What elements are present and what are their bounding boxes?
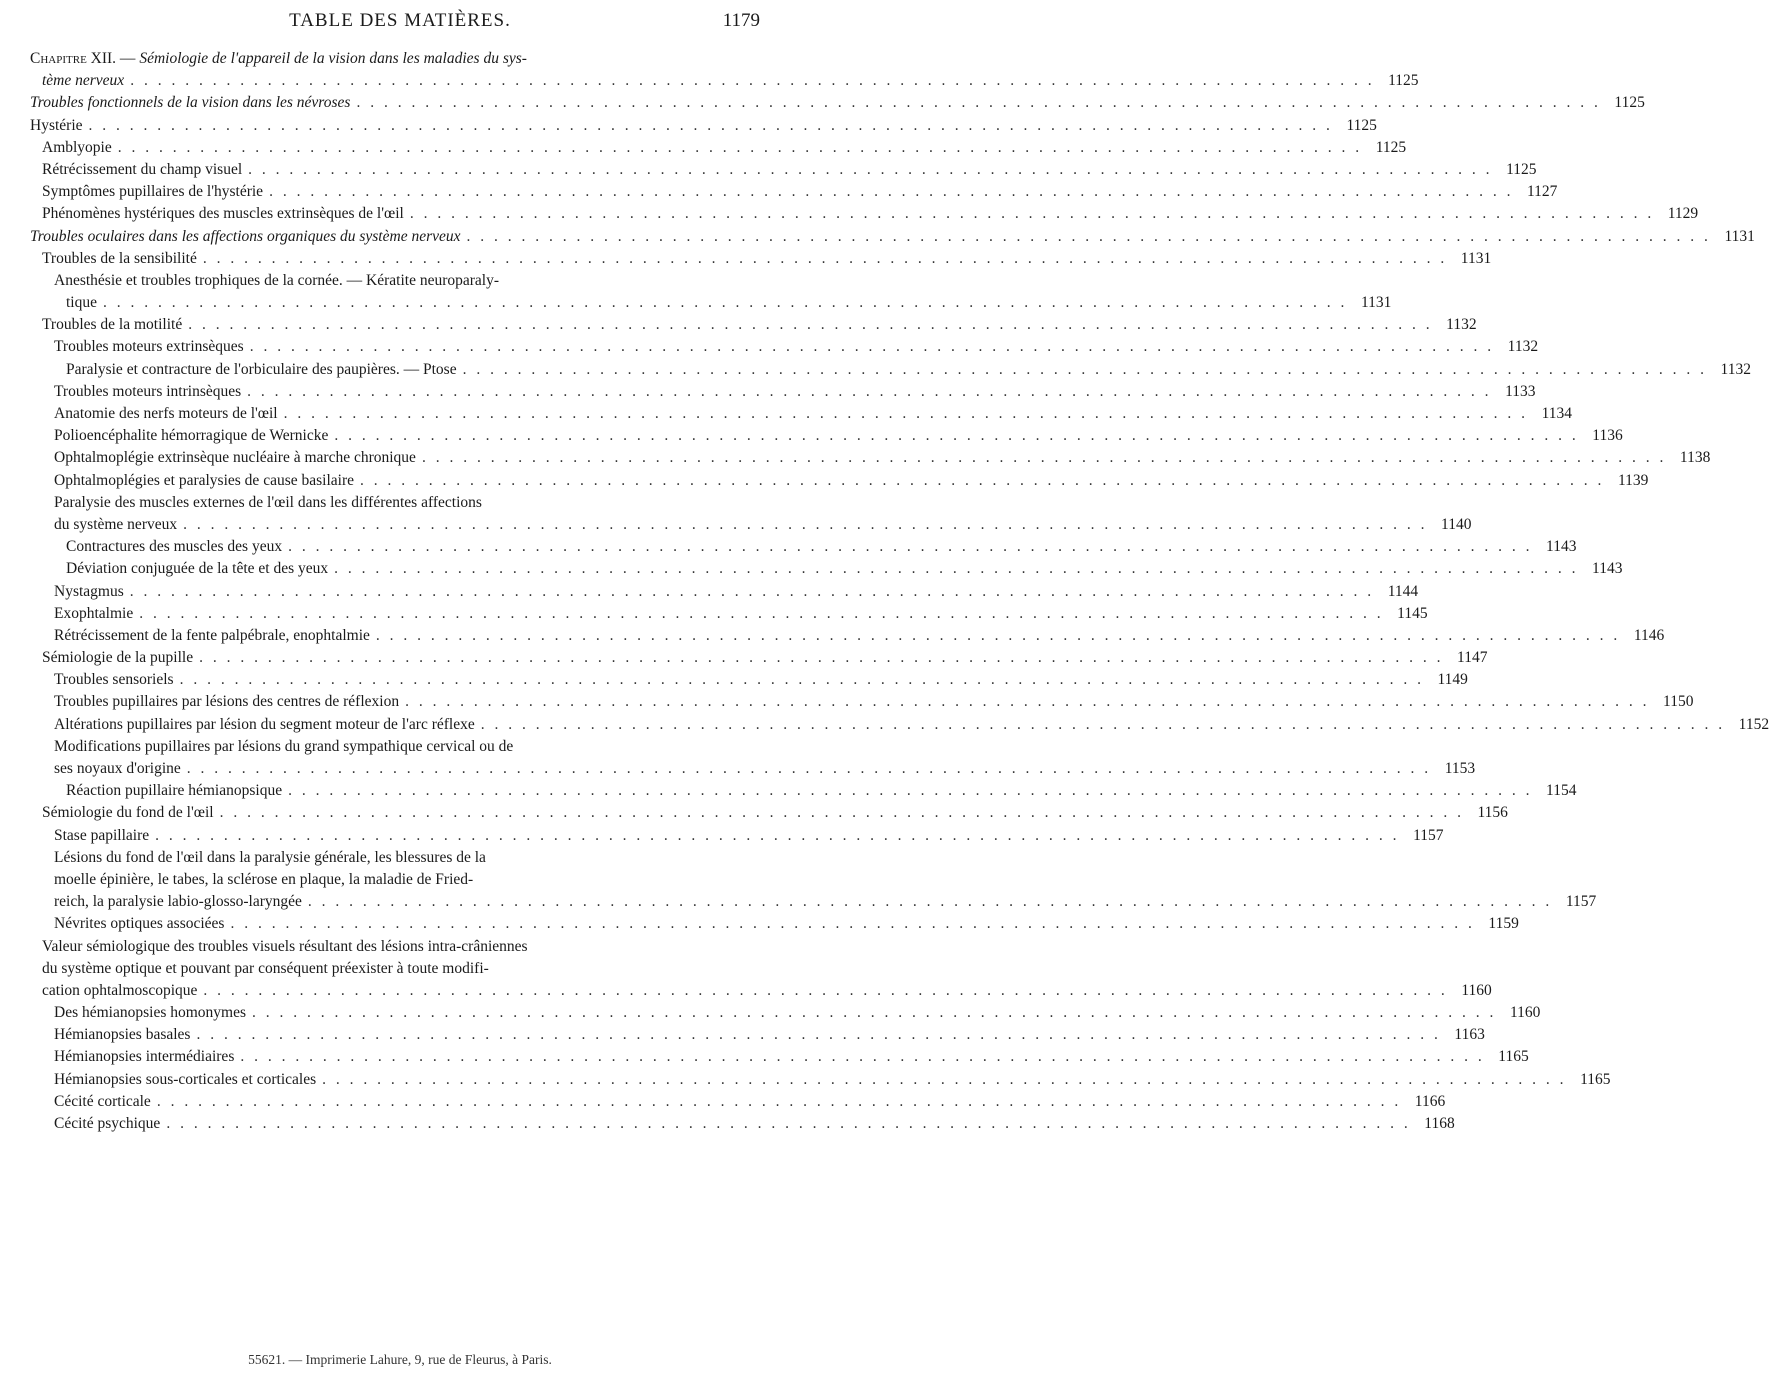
toc-page-number: 1166 xyxy=(1414,1092,1446,1110)
toc-entry-text: Troubles oculaires dans les affections organiques du système nerveux xyxy=(30,227,461,245)
toc-entry xyxy=(0,470,1649,492)
toc-entry-continuation xyxy=(0,514,1472,536)
toc-entry xyxy=(0,181,1558,203)
toc-entry-text: Troubles moteurs intrinsèques xyxy=(54,382,242,400)
toc-entry xyxy=(0,581,1419,603)
toc-entry-text: Troubles sensoriels xyxy=(54,671,174,689)
printer-imprint: 55621. — Imprimerie Lahure, 9, rue de Fleurus, à Paris. xyxy=(248,1352,552,1367)
dot-leader xyxy=(481,714,1725,736)
toc-entry-text: Troubles de la sensibilité xyxy=(42,249,197,267)
toc-page-number: 1131 xyxy=(1460,249,1492,267)
dot-leader xyxy=(203,248,1447,270)
dot-leader xyxy=(376,625,1620,647)
toc-page-number: 1131 xyxy=(1360,294,1392,312)
dot-leader xyxy=(220,802,1464,824)
toc-entry-text: Troubles moteurs extrinsèques xyxy=(54,338,244,356)
toc-page-number: 1152 xyxy=(1738,715,1769,733)
dot-leader xyxy=(130,581,1374,603)
toc-entry xyxy=(0,536,1577,558)
toc-page-number: 1163 xyxy=(1454,1026,1485,1044)
toc-entry xyxy=(0,359,1751,381)
dot-leader xyxy=(288,536,1532,558)
toc-page-number: 1143 xyxy=(1546,538,1577,556)
chapter-label: Chapitre XII. — xyxy=(30,50,140,67)
toc-entry-text: reich, la paralysie labio-glosso-laryngée xyxy=(54,893,302,911)
toc-page-number: 1160 xyxy=(1509,1004,1541,1022)
toc-entry-text: Lésions du fond de l'œil dans la paralysie générale, les blessures de la xyxy=(54,848,486,866)
toc-entry xyxy=(0,603,1428,625)
dot-leader xyxy=(322,1069,1566,1091)
chapter-title: Sémiologie de l'appareil de la vision dans les maladies du sys- xyxy=(139,50,527,67)
toc-page-number: 1125 xyxy=(1614,94,1645,112)
toc-page-number: 1125 xyxy=(1346,116,1377,134)
toc-entry-text: moelle épinière, le tabes, la sclérose en plaque, la maladie de Fried- xyxy=(54,870,474,888)
toc-entry-text: Anatomie des nerfs moteurs de l'œil xyxy=(54,405,278,422)
toc-entry-continuation xyxy=(0,292,1392,314)
toc-entry xyxy=(0,913,1519,935)
dot-leader xyxy=(187,758,1431,780)
toc-entry-text: Ophtalmoplégies et paralysies de cause basilaire xyxy=(54,471,354,489)
toc-entry-text: du système nerveux xyxy=(54,515,178,533)
dot-leader xyxy=(248,159,1492,181)
dot-leader xyxy=(334,558,1578,580)
toc-page-number: 1145 xyxy=(1397,604,1428,622)
toc-entry xyxy=(0,314,1477,336)
toc-entry-text: Symptômes pupillaires de l'hystérie xyxy=(42,183,264,201)
toc-page-number: 1125 xyxy=(1388,72,1419,90)
dot-leader xyxy=(240,1046,1484,1068)
toc-entry xyxy=(0,714,1769,736)
toc-entry-text: ses noyaux d'origine xyxy=(54,760,181,777)
toc-entry xyxy=(0,48,760,70)
toc-entry-continuation xyxy=(0,758,1476,780)
toc-entry-text: Phénomènes hystériques des muscles extrinsèques de l'œil xyxy=(42,205,404,223)
toc-entry-text: Paralysie et contracture de l'orbiculaire des paupières. — Ptose xyxy=(66,360,457,378)
dot-leader xyxy=(199,647,1443,669)
toc-entry xyxy=(0,381,1536,403)
dot-leader xyxy=(252,1002,1496,1024)
toc-entry xyxy=(0,802,1508,824)
toc-page-number: 1136 xyxy=(1592,427,1623,445)
dot-leader xyxy=(247,381,1491,403)
toc-entry xyxy=(0,647,1488,669)
toc-entry xyxy=(0,403,1572,425)
toc-entry-continuation xyxy=(0,980,1492,1002)
page-header xyxy=(0,8,800,38)
dot-leader xyxy=(130,70,1374,92)
toc-entry-text: Des hémianopsies homonymes xyxy=(54,1004,247,1022)
toc-page-number: 1165 xyxy=(1498,1048,1529,1066)
dot-leader xyxy=(230,913,1474,935)
toc-page-number: 1160 xyxy=(1461,981,1492,999)
dot-leader xyxy=(155,825,1399,847)
dot-leader xyxy=(188,314,1432,336)
toc-entry xyxy=(0,625,1665,647)
dot-leader xyxy=(405,691,1649,713)
dot-leader xyxy=(203,980,1447,1002)
toc-entry xyxy=(0,92,1645,114)
toc-entry-text: Altérations pupillaires par lésion du segment moteur de l'arc réflexe xyxy=(54,715,475,733)
dot-leader xyxy=(288,780,1532,802)
dot-leader xyxy=(356,92,1600,114)
toc-page-number: 1159 xyxy=(1488,915,1519,933)
toc-entry xyxy=(0,1002,1541,1024)
toc-page-number: 1133 xyxy=(1505,382,1536,400)
toc-entry xyxy=(0,1091,1446,1113)
toc-entry xyxy=(0,336,1539,358)
dot-leader xyxy=(139,603,1383,625)
toc-entry xyxy=(0,736,760,758)
toc-entry xyxy=(0,447,1711,469)
toc-entry-text: Rétrécissement de la fente palpébrale, enophtalmie xyxy=(54,626,370,644)
toc-entry-text: Stase papillaire xyxy=(54,826,150,844)
toc-page-number: 1168 xyxy=(1424,1115,1455,1132)
running-title: TABLE DES MATIÈRES. xyxy=(289,10,511,31)
toc-entry xyxy=(0,847,760,869)
dot-leader xyxy=(196,1024,1440,1046)
toc-entry xyxy=(0,270,760,292)
toc-entry-text: Névrites optiques associées xyxy=(54,915,225,933)
toc-entry-text: Hémianopsies basales xyxy=(54,1026,191,1044)
toc-entry-text: Sémiologie de la pupille xyxy=(42,649,194,667)
toc-page-number: 1132 xyxy=(1720,360,1751,378)
toc-entry-text: cation ophtalmoscopique xyxy=(42,981,198,999)
toc-entry-text: Réaction pupillaire hémianopsique xyxy=(66,782,283,800)
toc-entry-text: Polioencéphalite hémorragique de Wernicke xyxy=(54,427,329,445)
toc-page-number: 1132 xyxy=(1446,316,1477,334)
toc-page-number: 1154 xyxy=(1546,782,1577,800)
toc-entry-text: Troubles fonctionnels de la vision dans les névroses xyxy=(30,94,351,112)
dot-leader xyxy=(463,359,1707,381)
toc-page-number: 1143 xyxy=(1592,560,1623,578)
toc-page-number: 1157 xyxy=(1413,826,1444,844)
toc-entry xyxy=(0,115,1377,137)
toc-entry-text: Nystagmus xyxy=(54,582,124,600)
toc-page-number: 1134 xyxy=(1541,405,1572,422)
toc-entry xyxy=(0,226,1755,248)
toc-page-number: 1125 xyxy=(1506,160,1537,178)
toc-page-number: 1150 xyxy=(1663,693,1694,711)
toc-entry xyxy=(0,936,760,958)
toc-page-number: 1125 xyxy=(1375,138,1407,156)
toc-page-number: 1153 xyxy=(1444,760,1476,777)
toc-entry xyxy=(0,248,1492,270)
toc-page-number: 1147 xyxy=(1457,649,1488,667)
toc-entry-text: Anesthésie et troubles trophiques de la cornée. — Kératite neuroparaly- xyxy=(54,271,500,289)
toc-page-number: 1127 xyxy=(1527,183,1558,201)
toc-entry-text: Modifications pupillaires par lésions du grand sympathique cervical ou de xyxy=(54,737,514,755)
toc-entry-text: Ophtalmoplégie extrinsèque nucléaire à marche chronique xyxy=(54,449,416,467)
toc-entry-text: Amblyopie xyxy=(42,138,112,156)
dot-leader xyxy=(410,203,1654,225)
toc-entry-text: du système optique et pouvant par conséquent préexister à toute modifi- xyxy=(42,959,489,977)
dot-leader xyxy=(250,336,1494,358)
toc-entry xyxy=(0,558,1623,580)
toc-entry-text: Contractures des muscles des yeux xyxy=(66,538,283,556)
toc-page-number: 1139 xyxy=(1617,471,1649,489)
toc-entry xyxy=(0,1024,1485,1046)
toc-page-number: 1140 xyxy=(1441,515,1472,533)
toc-entry-continuation xyxy=(0,70,1419,92)
toc-page-number: 1149 xyxy=(1437,671,1468,689)
toc-entry xyxy=(0,669,1468,691)
toc-entry-continuation xyxy=(0,958,760,980)
dot-leader xyxy=(422,447,1666,469)
toc-entry-text: Hémianopsies intermédiaires xyxy=(54,1048,235,1066)
toc-entry xyxy=(0,1046,1529,1068)
dot-leader xyxy=(467,226,1711,248)
toc-entry xyxy=(0,825,1444,847)
toc-entry xyxy=(0,780,1577,802)
toc-entry-text: Sémiologie du fond de l'œil xyxy=(42,804,214,822)
toc-entry xyxy=(0,1069,1611,1091)
toc-entry-text: Valeur sémiologique des troubles visuels résultant des lésions intra-crâniennes xyxy=(42,937,528,955)
dot-leader xyxy=(308,891,1552,913)
dot-leader xyxy=(334,425,1578,447)
toc-entry xyxy=(0,203,1699,225)
toc-entry-text: Paralysie des muscles externes de l'œil dans les différentes affections xyxy=(54,493,482,511)
dot-leader xyxy=(157,1091,1401,1113)
toc-entry-continuation xyxy=(0,891,1597,913)
toc-entry xyxy=(0,137,1407,159)
toc-entry-text: Exophtalmie xyxy=(54,604,134,622)
dot-leader xyxy=(118,137,1362,159)
toc-page-number: 1129 xyxy=(1667,205,1699,223)
dot-leader xyxy=(166,1113,1410,1135)
table-of-contents xyxy=(0,48,1769,1135)
toc-entry-continuation xyxy=(0,869,760,891)
toc-page-number: 1165 xyxy=(1580,1070,1611,1088)
toc-page-number: 1144 xyxy=(1387,582,1419,600)
toc-entry-text: tique xyxy=(66,294,97,312)
dot-leader xyxy=(284,403,1528,425)
toc-entry-text: tème nerveux xyxy=(42,72,125,90)
toc-entry xyxy=(0,691,1694,713)
toc-entry-text: Hystérie xyxy=(30,116,83,134)
toc-entry-text: Rétrécissement du champ visuel xyxy=(42,160,243,178)
toc-entry-text: Troubles pupillaires par lésions des centres de réflexion xyxy=(54,693,400,711)
dot-leader xyxy=(103,292,1347,314)
dot-leader xyxy=(89,115,1333,137)
toc-page-number: 1157 xyxy=(1565,893,1597,911)
toc-entry-text: Cécité psychique xyxy=(54,1115,161,1132)
toc-page-number: 1132 xyxy=(1507,338,1539,356)
toc-entry-text: Déviation conjuguée de la tête et des yeux xyxy=(66,560,329,578)
page-number: 1179 xyxy=(722,10,760,31)
toc-page-number: 1146 xyxy=(1633,626,1665,644)
toc-entry-text: Cécité corticale xyxy=(54,1092,151,1110)
toc-entry-text xyxy=(30,48,527,70)
dot-leader xyxy=(183,514,1427,536)
toc-entry xyxy=(0,159,1537,181)
toc-entry xyxy=(0,425,1623,447)
toc-page-number: 1156 xyxy=(1477,804,1508,822)
dot-leader xyxy=(360,470,1604,492)
toc-page-number: 1138 xyxy=(1679,449,1711,467)
toc-entry xyxy=(0,492,760,514)
dot-leader xyxy=(269,181,1513,203)
toc-entry-text: Hémianopsies sous-corticales et corticales xyxy=(54,1070,317,1088)
toc-page-number: 1131 xyxy=(1724,227,1755,245)
toc-entry-text: Troubles de la motilité xyxy=(42,316,183,334)
toc-entry xyxy=(0,1113,1455,1135)
dot-leader xyxy=(180,669,1424,691)
